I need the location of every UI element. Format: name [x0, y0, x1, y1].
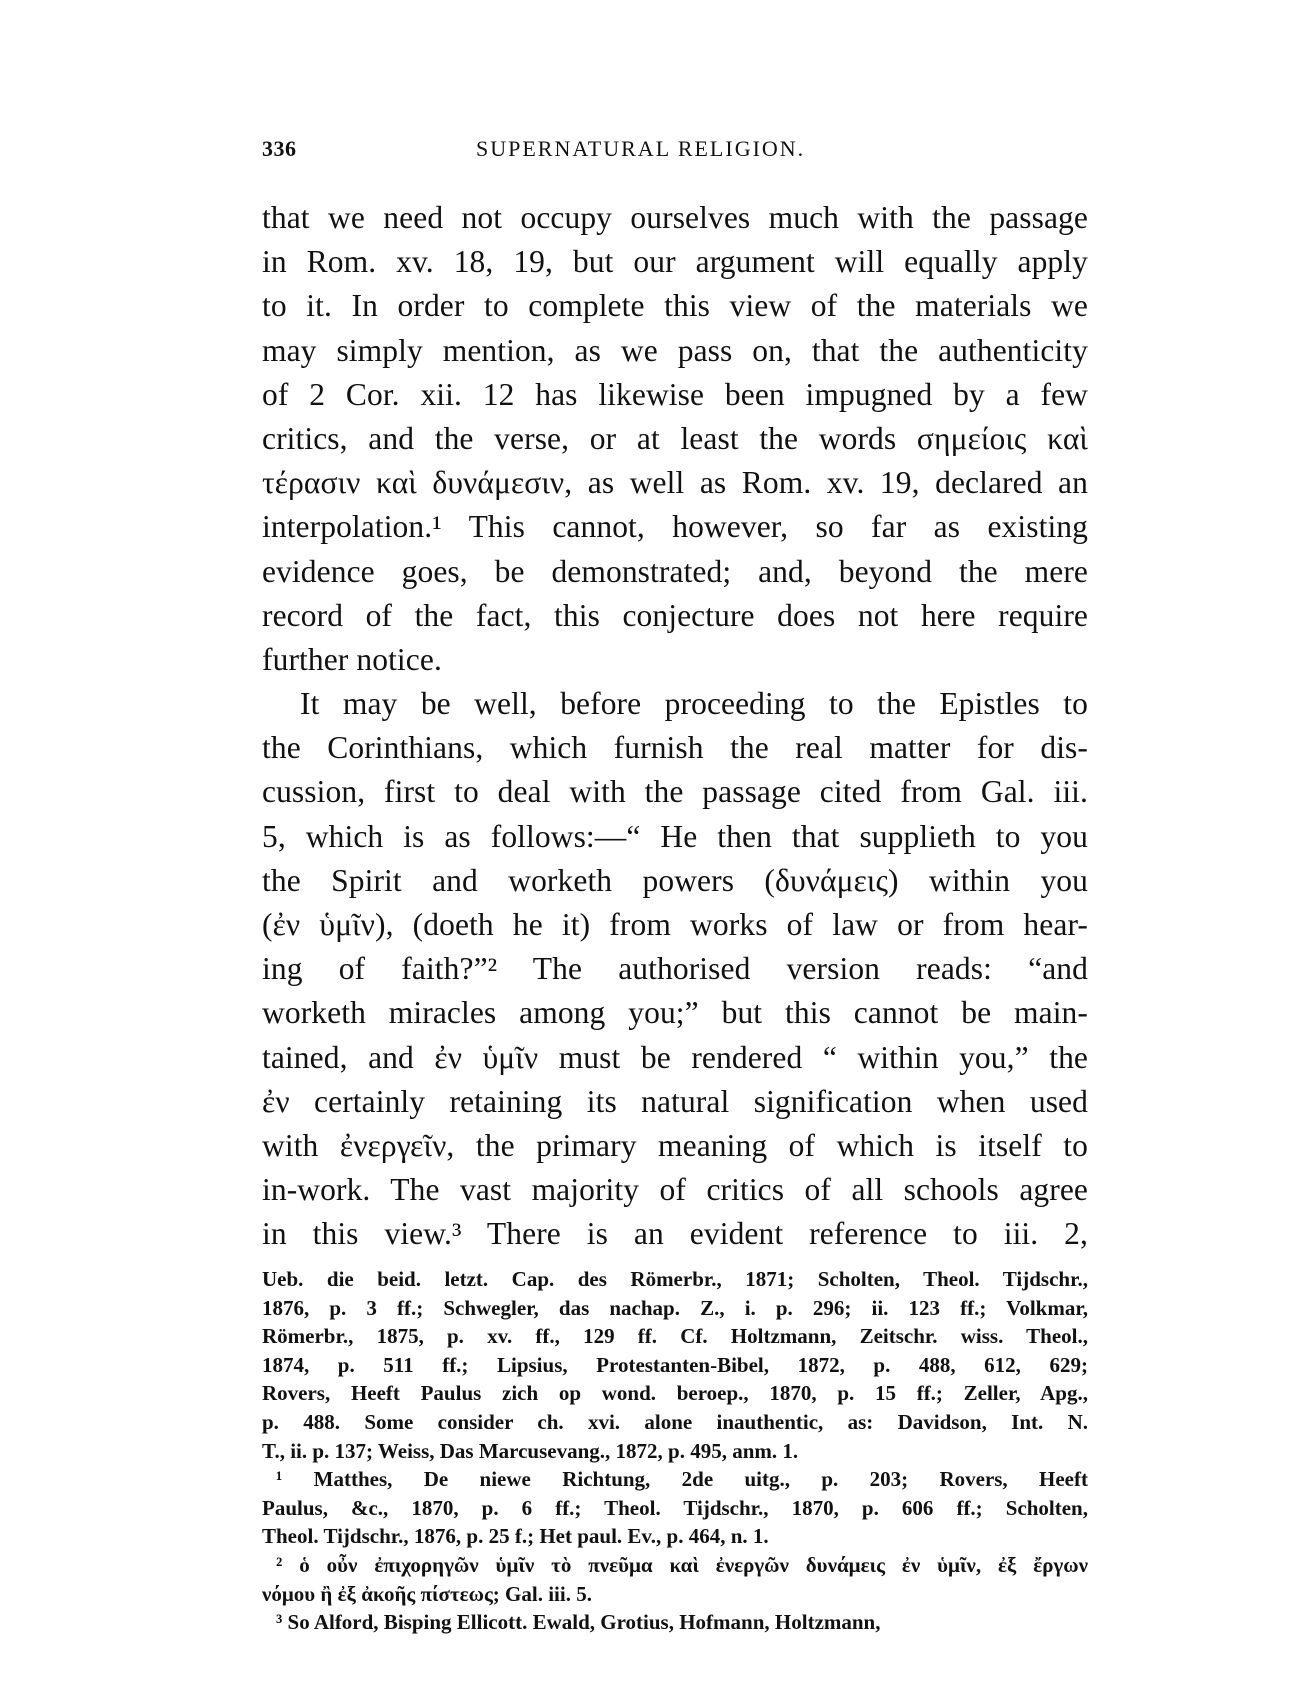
footnote-line: ³ So Alford, Bisping Ellicott. Ewald, Grotius, Hofmann, Holtzmann, [276, 1610, 881, 1635]
text-line: in Rom. xv. 18, 19, but our argument will equally apply [262, 244, 1088, 280]
footnote-line: Theol. Tijdschr., 1876, p. 25 f.; Het paul. Ev., p. 464, n. 1. [262, 1524, 769, 1549]
page-number: 336 [262, 136, 297, 161]
footnote-line: T., ii. p. 137; Weiss, Das Marcusevang., 1872, p. 495, anm. 1. [262, 1438, 799, 1463]
text-line: the Corinthians, which furnish the real matter for dis- [262, 730, 1088, 766]
text-line: that we need not occupy ourselves much with the passage [262, 200, 1088, 235]
text-line: cussion, first to deal with the passage cited from Gal. iii. [262, 774, 1088, 810]
footnote-line: Römerbr., 1875, p. xv. ff., 129 ff. Cf. Holtzmann, Zeitschr. wiss. Theol., [262, 1324, 1088, 1349]
text-line: of 2 Cor. xii. 12 has likewise been impugned by a few [262, 376, 1088, 412]
text-line: ing of faith?”² The authorised version reads: “and [262, 951, 1088, 987]
text-line: (ἐν ὑμῖν), (doeth he it) from works of law or from hear- [262, 907, 1088, 942]
text-line: τέρασιν καὶ δυνάμεσιν, as well as Rom. xv. 19, declared an [262, 465, 1088, 501]
page-header [262, 136, 1062, 176]
footnote-line: Rovers, Heeft Paulus zich op wond. beroep., 1870, p. 15 ff.; Zeller, Apg., [262, 1381, 1088, 1406]
footnote-line: 1874, p. 511 ff.; Lipsius, Protestanten-Bibel, 1872, p. 488, 612, 629; [262, 1352, 1088, 1377]
footnote-line: 1876, p. 3 ff.; Schwegler, das nachap. Z., i. p. 296; ii. 123 ff.; Volkmar, [262, 1295, 1088, 1320]
text-line: It may be well, before proceeding to the Epistles to [300, 686, 1088, 722]
footnote-line: νόμου ἢ ἐξ ἀκοῆς πίστεως; Gal. iii. 5. [262, 1581, 592, 1606]
text-line: in this view.³ There is an evident reference to iii. 2, [262, 1216, 1088, 1252]
footnote-line: Ueb. die beid. letzt. Cap. des Römerbr., 1871; Scholten, Theol. Tijdschr., [262, 1267, 1088, 1291]
text-line: to it. In order to complete this view of the materials we [262, 288, 1088, 324]
running-title: SUPERNATURAL RELIGION. [476, 136, 806, 161]
text-line: worketh miracles among you;” but this cannot be main- [262, 995, 1088, 1031]
text-line: critics, and the verse, or at least the words σημείοις καὶ [262, 420, 1088, 456]
main-text [262, 196, 1088, 1257]
footnote-line: ² ὁ οὖν ἐπιχορηγῶν ὑμῖν τὸ πνεῦμα καὶ ἐνεργῶν δυνάμεις ἐν ὑμῖν, ἐξ ἔργων [276, 1552, 1088, 1577]
text-line: the Spirit and worketh powers (δυνάμεις) within you [262, 862, 1088, 898]
text-line: evidence goes, be demonstrated; and, beyond the mere [262, 553, 1088, 589]
footnotes [262, 1265, 1088, 1637]
text-line: further notice. [262, 641, 442, 677]
text-line: in-work. The vast majority of critics of all schools agree [262, 1172, 1088, 1208]
footnote-line: Paulus, &c., 1870, p. 6 ff.; Theol. Tijdschr., 1870, p. 606 ff.; Scholten, [262, 1495, 1088, 1520]
text-line: 5, which is as follows:—“ He then that supplieth to you [262, 818, 1088, 854]
text-line: record of the fact, this conjecture does not here require [262, 597, 1088, 633]
text-line: with ἐνεργεῖν, the primary meaning of which is itself to [262, 1127, 1088, 1163]
text-line: ἐν certainly retaining its natural signification when used [262, 1083, 1088, 1119]
footnote-line: ¹ Matthes, De niewe Richtung, 2de uitg., p. 203; Rovers, Heeft [276, 1467, 1088, 1492]
text-line: may simply mention, as we pass on, that the authenticity [262, 332, 1088, 368]
footnote-line: p. 488. Some consider ch. xvi. alone inauthentic, as: Davidson, Int. N. [262, 1409, 1088, 1434]
text-line: interpolation.¹ This cannot, however, so far as existing [262, 509, 1088, 545]
text-line: tained, and ἐν ὑμῖν must be rendered “ within you,” the [262, 1039, 1088, 1075]
